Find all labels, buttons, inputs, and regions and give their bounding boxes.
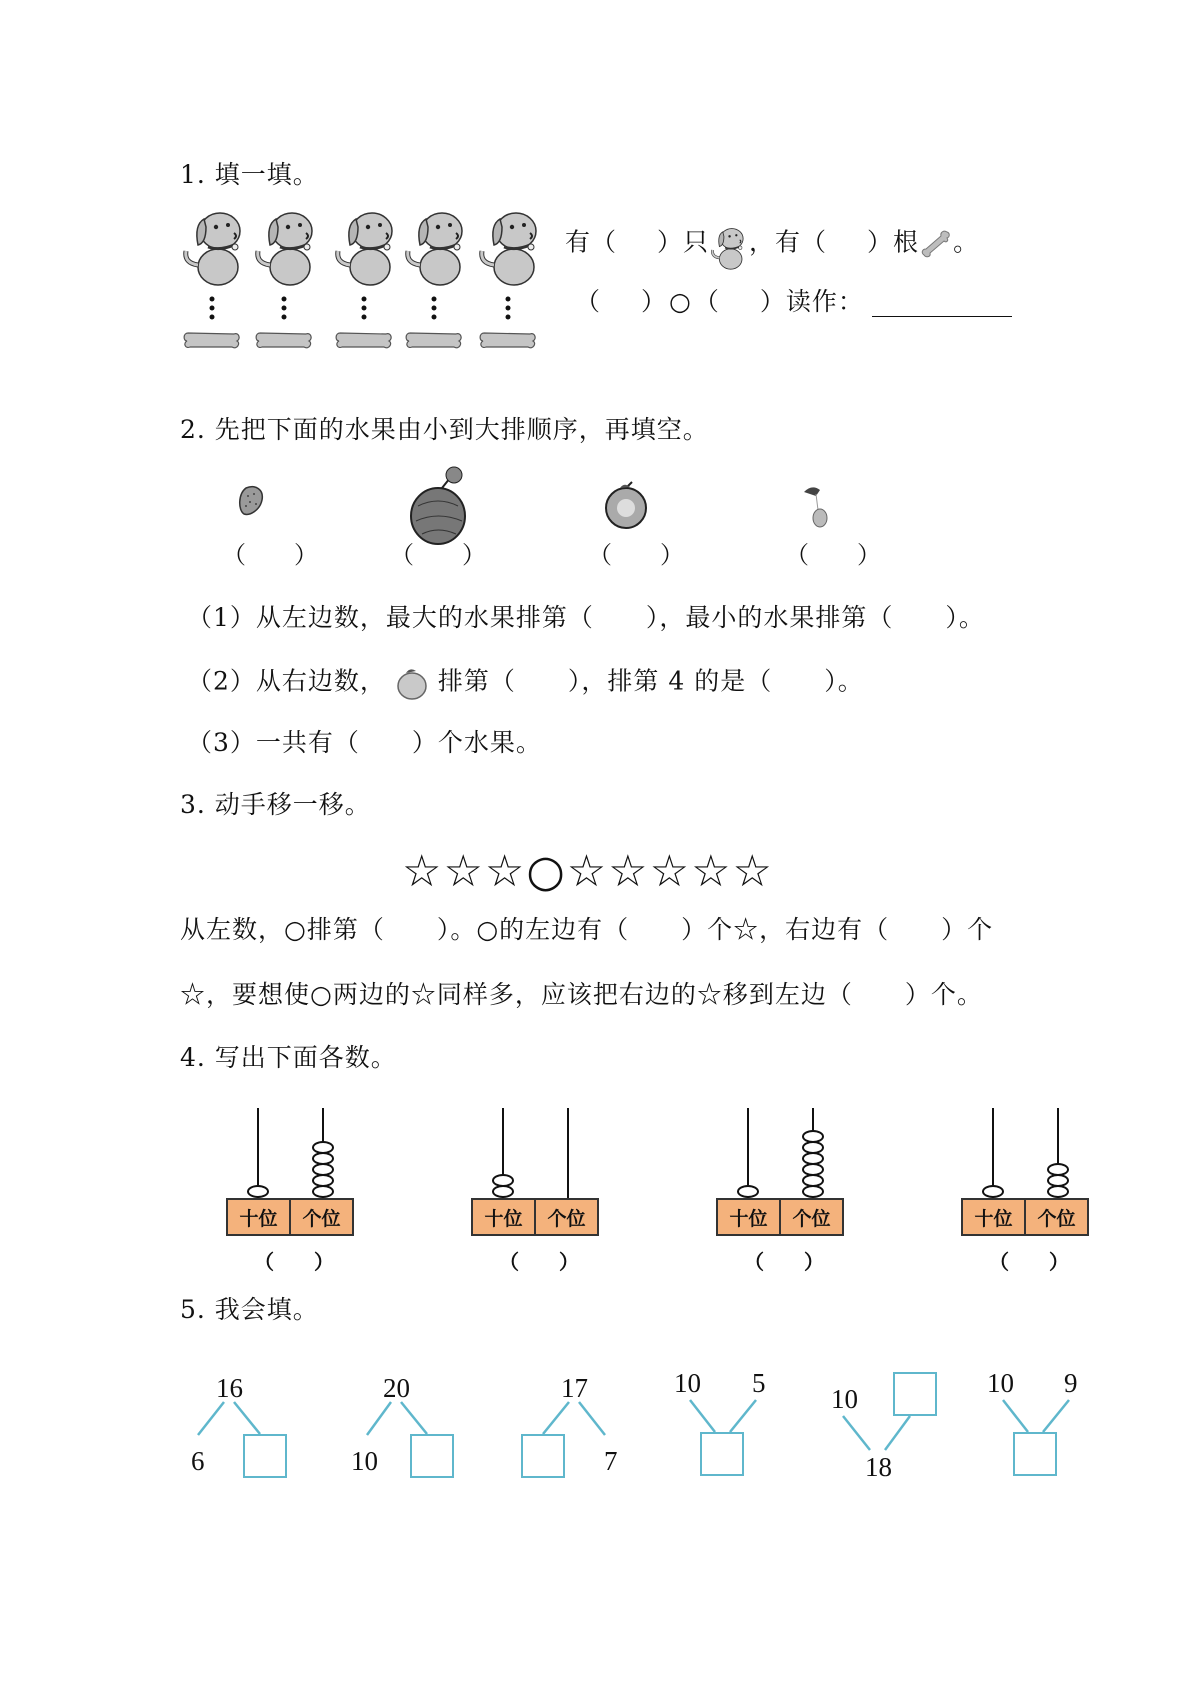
- abacus-answer[interactable]: （ ）: [989, 1250, 1069, 1274]
- tree6-left: 10: [987, 1368, 1014, 1398]
- q4-title: 4. 写出下面各数。: [180, 1043, 397, 1072]
- fruit-2-answer[interactable]: （ ）: [390, 541, 486, 569]
- fruit-3-answer[interactable]: （ ）: [588, 541, 684, 569]
- abacus-answer[interactable]: （ ）: [499, 1250, 579, 1274]
- text: ）根: [867, 227, 920, 257]
- q5-title: 5. 我会填。: [180, 1295, 319, 1324]
- text: ）读作：: [759, 287, 864, 316]
- tree5-answer-box[interactable]: [893, 1372, 937, 1416]
- tree4-answer-box[interactable]: [700, 1432, 744, 1476]
- q2-sub3: （3）一共有（ ）个水果。: [187, 728, 542, 757]
- tree3-top: 17: [561, 1373, 588, 1403]
- stars-and-circle-row: ☆☆☆○☆☆☆☆☆: [402, 846, 774, 897]
- ones-label: 个位: [1024, 1200, 1087, 1234]
- tree4-left: 10: [674, 1368, 701, 1398]
- tree1-answer-box[interactable]: [243, 1434, 287, 1478]
- q2-sub1: （1）从左边数，最大的水果排第（ ），最小的水果排第（ ）。: [187, 603, 985, 632]
- tree1-left: 6: [191, 1446, 205, 1476]
- q3-title: 3. 动手移一移。: [180, 790, 371, 819]
- ones-label: 个位: [289, 1200, 352, 1234]
- text: （: [575, 287, 602, 316]
- tree2-left: 10: [351, 1446, 378, 1476]
- fruit-4-answer[interactable]: （ ）: [785, 541, 881, 569]
- tens-label: 十位: [974, 1207, 1013, 1230]
- q3-line1: 从左数，○排第（ ）。○的左边有（ ）个☆，右边有（ ）个: [180, 915, 994, 944]
- abacus-answer[interactable]: （ ）: [744, 1250, 824, 1274]
- text: （2）从右边数，: [187, 666, 386, 696]
- tree3-answer-box[interactable]: [521, 1434, 565, 1478]
- text: ）只: [657, 227, 710, 257]
- abacus-answer[interactable]: （ ）: [254, 1250, 334, 1274]
- text: ，有（: [749, 227, 828, 257]
- tree1-top: 16: [216, 1373, 243, 1403]
- text: （: [693, 287, 720, 316]
- q2-title: 2. 先把下面的水果由小到大排顺序，再填空。: [180, 415, 709, 444]
- tens-label: 十位: [729, 1207, 768, 1230]
- ones-label: 个位: [534, 1200, 597, 1234]
- tree3-right: 7: [604, 1446, 618, 1476]
- comparison-circle: ○: [669, 287, 692, 316]
- tree5-bottom: 18: [865, 1452, 892, 1482]
- fruit-1-answer[interactable]: （ ）: [222, 541, 318, 569]
- tree5-left: 10: [831, 1384, 858, 1414]
- tens-label: 十位: [484, 1207, 523, 1230]
- tree6-answer-box[interactable]: [1013, 1432, 1057, 1476]
- tree2-answer-box[interactable]: [410, 1434, 454, 1478]
- ones-label: 个位: [779, 1200, 842, 1234]
- q3-line2: ☆，要想使○两边的☆同样多，应该把右边的☆移到左边（ ）个。: [180, 980, 983, 1009]
- tree6-right: 9: [1064, 1368, 1078, 1398]
- tree2-top: 20: [383, 1373, 410, 1403]
- text: 排第（ ），排第 4 的是（ ）。: [437, 666, 864, 696]
- tree4-right: 5: [752, 1368, 766, 1398]
- q1-title: 1. 填一填。: [180, 160, 319, 189]
- tens-label: 十位: [239, 1207, 278, 1230]
- text: 有（: [565, 227, 618, 257]
- text: ）: [641, 287, 668, 316]
- text: 。: [953, 227, 980, 257]
